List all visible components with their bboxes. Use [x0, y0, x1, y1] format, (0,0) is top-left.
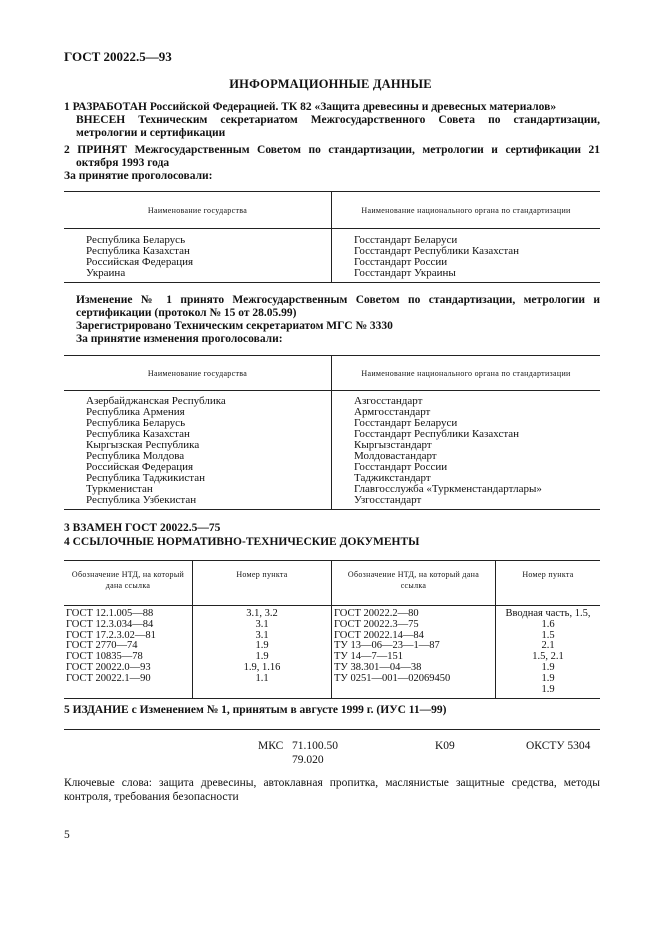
table2-body: Узгосстандарт: [354, 494, 422, 506]
amendment-adopted: Изменение № 1 принято Межгосударственным Советом по стандартизации, метрологии и сертификации (протокол № 15 от 28.05.99): [76, 294, 600, 319]
table3-doc: ТУ 0251—001—02069450: [334, 672, 451, 684]
okstu-code: ОКСТУ 5304: [526, 740, 591, 752]
section-3: 3 ВЗАМЕН ГОСТ 20022.5—75: [64, 522, 221, 534]
table3-point: 2.1: [541, 640, 555, 652]
section-1: [64, 101, 600, 140]
table3-col-point-right: Номер пункта: [496, 561, 601, 606]
table3-point: 3.1, 3.2: [246, 608, 278, 619]
table2-state: Кыргызская Республика: [86, 439, 200, 451]
table2-state: Республика Узбекистан: [86, 494, 197, 506]
section-2: [64, 144, 600, 183]
section-4: 4 ССЫЛОЧНЫЕ НОРМАТИВНО-ТЕХНИЧЕСКИЕ ДОКУМЕНТЫ: [64, 536, 420, 548]
table3-point: 1.5, 2.1: [532, 651, 564, 663]
table2-state: Туркменистан: [86, 483, 153, 495]
table3-point: 1.9: [541, 672, 555, 684]
table3-doc: ТУ 13—06—23—1—87: [334, 640, 440, 652]
table1-body: Госстандарт России: [354, 256, 448, 268]
table3-point: 1.9, 1.16: [243, 661, 281, 673]
table3-col-doc-left: Обозначение НТД, на который дана ссылка: [64, 561, 193, 606]
table3-point: Вводная часть, 1.5, 1.6: [505, 608, 591, 630]
table2-state: Республика Молдова: [86, 450, 185, 462]
table2-state: Азербайджанская Республика: [86, 395, 226, 407]
table3-doc: ГОСТ 20022.1—90: [66, 672, 151, 684]
table1-state: Российская Федерация: [86, 256, 194, 268]
table3-right-docs: [332, 606, 496, 699]
table3-left-points: [193, 606, 332, 699]
table1-states: [64, 229, 332, 283]
section-1-submitted: ВНЕСЕН Техническим секретариатом Межгосударственного Совета по стандартизации, метрологии и сертификации: [76, 114, 600, 139]
table1-col-body: Наименование национального органа по стандартизации: [332, 192, 601, 229]
table2-col-state: Наименование государства: [64, 356, 332, 391]
amendment-voted: За принятие изменения проголосовали:: [76, 333, 283, 345]
section-1-developed: 1 РАЗРАБОТАН Российской Федерацией. ТК 82 «Защита древесины и древесных материалов»: [64, 101, 557, 113]
table1-state: Республика Казахстан: [86, 245, 190, 257]
table3-doc: ГОСТ 10835—78: [66, 651, 143, 663]
table3-doc: ТУ 14—7—151: [334, 651, 403, 663]
amendment-registered: Зарегистрировано Техническим секретариатом МГС № 3330: [76, 320, 393, 332]
table1-body: Госстандарт Украины: [354, 267, 456, 279]
table3-point: 1.9: [255, 640, 269, 652]
table1-col-state: Наименование государства: [64, 192, 332, 229]
table2-body: Главгосслужба «Туркменстандартлары»: [354, 483, 542, 495]
table3-doc: ГОСТ 20022.2—80: [334, 608, 419, 619]
amendment-block: [64, 294, 600, 346]
table3-point: 1.5: [541, 629, 555, 641]
table2-states: [64, 391, 332, 510]
mks-values: [292, 739, 338, 767]
table2-body: Госстандарт Беларуси: [354, 417, 458, 429]
table3-col-doc-right: Обозначение НТД, на который дана ссылка: [332, 561, 496, 606]
reference-table: [64, 560, 600, 699]
table2-state: Республика Армения: [86, 406, 185, 418]
section-title: ИНФОРМАЦИОННЫЕ ДАННЫЕ: [229, 77, 432, 91]
table3-doc: ГОСТ 2770—74: [66, 640, 138, 652]
table3-doc: ГОСТ 12.3.034—84: [66, 618, 154, 630]
mks-value: 79.020: [292, 754, 324, 766]
table1-state: Украина: [86, 267, 126, 279]
table2-state: Республика Таджикистан: [86, 472, 205, 484]
table1-state: Республика Беларусь: [86, 234, 186, 246]
separator-line: [64, 729, 600, 730]
table2-state: Российская Федерация: [86, 461, 194, 473]
table2-body: Госстандарт России: [354, 461, 448, 473]
table2-bodies: [332, 391, 601, 510]
table2-body: Молдовастандарт: [354, 450, 437, 462]
table3-col-point-left: Номер пункта: [193, 561, 332, 606]
table2-body: Таджикстандарт: [354, 472, 431, 484]
table1-body: Госстандарт Республики Казахстан: [354, 245, 520, 257]
table3-doc: ГОСТ 12.1.005—88: [66, 608, 154, 619]
table3-doc: ТУ 38.301—04—38: [334, 661, 422, 673]
table3-doc: ГОСТ 20022.3—75: [334, 618, 419, 630]
section-2-voted: За принятие проголосовали:: [64, 170, 213, 182]
table3-point: 1.9: [541, 661, 555, 673]
mks-label: МКС: [258, 740, 284, 752]
table3-doc: ГОСТ 20022.0—93: [66, 661, 151, 673]
table2-body: Госстандарт Республики Казахстан: [354, 428, 520, 440]
table2-state: Республика Казахстан: [86, 428, 190, 440]
k-code: K09: [435, 740, 455, 752]
table2-body: Армгосстандарт: [354, 406, 431, 418]
table3-left-docs: [64, 606, 193, 699]
table1-body: Госстандарт Беларуси: [354, 234, 458, 246]
voting-table-1: [64, 191, 600, 283]
section-2-adopted: 2 ПРИНЯТ Межгосударственным Советом по стандартизации, метрологии и сертификации 21 октября 1993 года: [64, 144, 600, 169]
section-5: 5 ИЗДАНИЕ с Изменением № 1, принятым в августе 1999 г. (ИУС 11—99): [64, 704, 447, 716]
table3-point: 3.1: [255, 629, 269, 641]
document-header: ГОСТ 20022.5—93: [64, 49, 172, 64]
voting-table-2: [64, 355, 600, 510]
table2-body: Кыргызстандарт: [354, 439, 432, 451]
table2-col-body: Наименование национального органа по стандартизации: [332, 356, 601, 391]
table2-body: Азгосстандарт: [354, 395, 423, 407]
table3-point: 1.1: [255, 672, 269, 684]
mks-value: 71.100.50: [292, 740, 338, 752]
table3-doc: ГОСТ 20022.14—84: [334, 629, 424, 641]
page-number: 5: [64, 829, 70, 841]
table3-point: 1.9: [541, 683, 555, 695]
table1-bodies: [332, 229, 601, 283]
table3-right-points: [496, 606, 601, 699]
table3-doc: ГОСТ 17.2.3.02—81: [66, 629, 156, 641]
table3-point: 3.1: [255, 618, 269, 630]
table2-state: Республика Беларусь: [86, 417, 186, 429]
table3-point: 1.9: [255, 651, 269, 663]
keywords: Ключевые слова: защита древесины, автоклавная пропитка, маслянистые защитные средства, методы контроля, требования безопасности: [64, 777, 600, 803]
